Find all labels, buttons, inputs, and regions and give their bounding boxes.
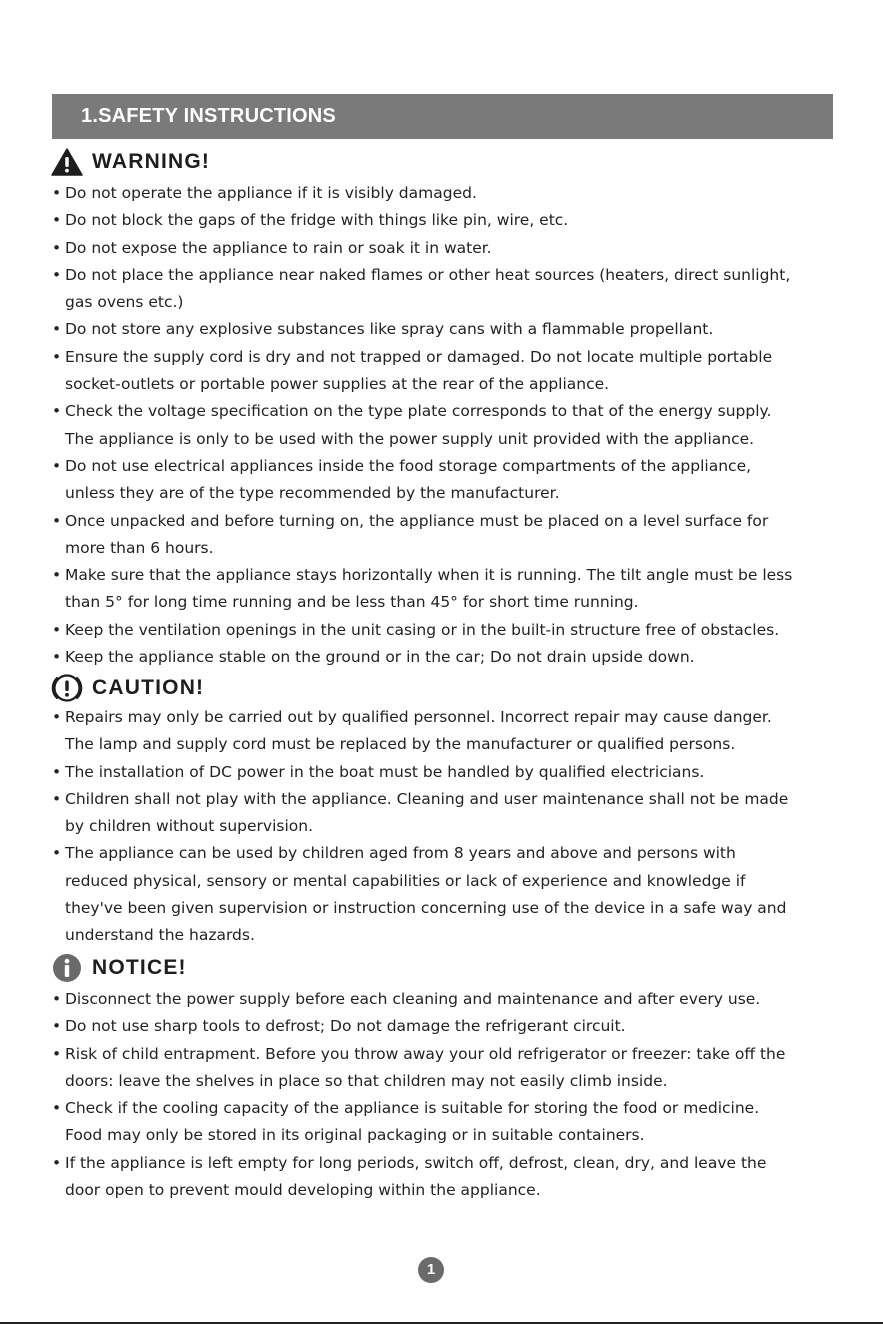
caution-title: CAUTION! [92, 676, 205, 699]
page-number-badge: 1 [418, 1257, 444, 1283]
list-item: • Keep the appliance stable on the ground or in the car; Do not drain upside down. [50, 644, 850, 671]
list-item: • Do not expose the appliance to rain or soak it in water. [50, 235, 850, 262]
list-item: • Children shall not play with the appliance. Cleaning and user maintenance shall not be made by children without supervision. [50, 786, 850, 841]
list-item: • The appliance can be used by children aged from 8 years and above and persons with reduced physical, sensory or mental capabilities or lack of experience and knowledge if they've been given supervision or instruction concerning use of the device in a safe way and understand the hazards. [50, 840, 850, 949]
list-item: • Repairs may only be carried out by qualified personnel. Incorrect repair may cause danger. The lamp and supply cord must be replaced by the manufacturer or qualified persons. [50, 704, 850, 759]
list-item: • Do not operate the appliance if it is visibly damaged. [50, 180, 850, 207]
list-item: • Do not place the appliance near naked flames or other heat sources (heaters, direct sunlight, gas ovens etc.) [50, 262, 850, 317]
list-item: • Check the voltage specification on the type plate corresponds to that of the energy supply. The appliance is only to be used with the power supply unit provided with the appliance. [50, 398, 850, 453]
list-item: • Do not use sharp tools to defrost; Do not damage the refrigerant circuit. [50, 1013, 850, 1040]
warning-list [50, 180, 850, 671]
list-item: • Do not use electrical appliances inside the food storage compartments of the appliance, unless they are of the type recommended by the manufacturer. [50, 453, 850, 508]
list-item: • Risk of child entrapment. Before you throw away your old refrigerator or freezer: take off the doors: leave the shelves in place so that children may not easily climb inside. [50, 1041, 850, 1096]
notice-list [50, 986, 850, 1204]
list-item: • Make sure that the appliance stays horizontally when it is running. The tilt angle must be less than 5° for long time running and be less than 45° for short time running. [50, 562, 850, 617]
list-item: • Keep the ventilation openings in the unit casing or in the built-in structure free of obstacles. [50, 617, 850, 644]
notice-title: NOTICE! [92, 956, 187, 979]
caution-exclamation-icon [50, 673, 84, 703]
list-item: • If the appliance is left empty for long periods, switch off, defrost, clean, dry, and leave the door open to prevent mould developing within the appliance. [50, 1150, 850, 1205]
section-title-bar: 1.SAFETY INSTRUCTIONS [52, 94, 833, 139]
caution-list [50, 704, 850, 950]
info-icon [50, 953, 84, 983]
list-item: • Do not store any explosive substances like spray cans with a flammable propellant. [50, 316, 850, 343]
list-item: • Once unpacked and before turning on, the appliance must be placed on a level surface for more than 6 hours. [50, 508, 850, 563]
list-item: • Check if the cooling capacity of the appliance is suitable for storing the food or medicine. Food may only be stored in its original packaging or in suitable containers. [50, 1095, 850, 1150]
warning-heading [50, 147, 210, 177]
list-item: • Do not block the gaps of the fridge with things like pin, wire, etc. [50, 207, 850, 234]
warning-title: WARNING! [92, 150, 211, 173]
list-item: • The installation of DC power in the boat must be handled by qualified electricians. [50, 759, 850, 786]
list-item: • Ensure the supply cord is dry and not trapped or damaged. Do not locate multiple portable socket-outlets or portable power supplies at the rear of the appliance. [50, 344, 850, 399]
caution-heading [50, 673, 204, 703]
warning-triangle-icon [50, 147, 84, 177]
list-item: • Disconnect the power supply before each cleaning and maintenance and after every use. [50, 986, 850, 1013]
notice-heading [50, 953, 187, 983]
